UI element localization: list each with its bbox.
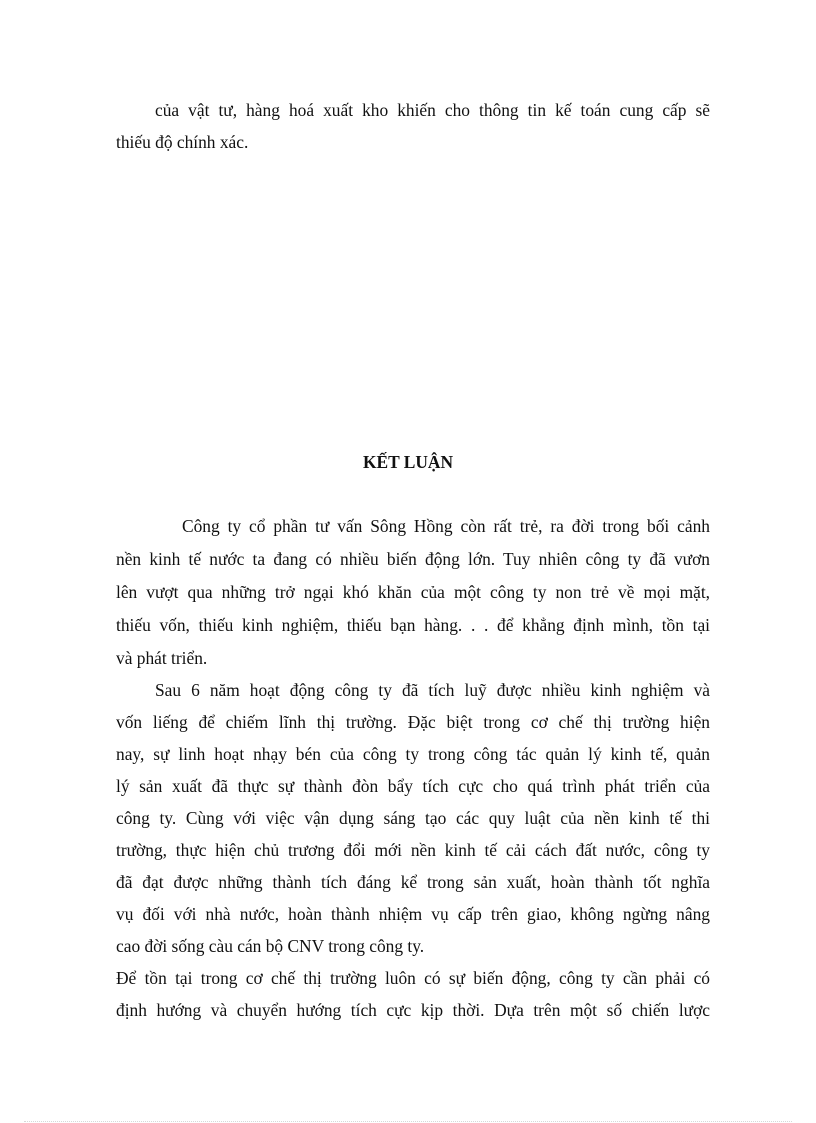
text-line: Công ty cổ phần tư vấn Sông Hồng còn rất trẻ, ra đời trong bối cảnh (182, 516, 710, 536)
text-line: lên vượt qua những trở ngại khó khăn của một công ty non trẻ về mọi mặt, (116, 582, 710, 602)
text-line: Sau 6 năm hoạt động công ty đã tích luỹ được nhiều kinh nghiệm và (155, 680, 710, 700)
text-line: cao đời sống càu cán bộ CNV trong công ty. (116, 936, 425, 956)
text-line: lý sản xuất đã thực sự thành đòn bẩy tích cực cho quá trình phát triển của (116, 776, 710, 796)
text-line: trường, thực hiện chủ trương đổi mới nền kinh tế cải cách đất nước, công ty (116, 840, 710, 860)
text-line: công ty. Cùng với việc vận dụng sáng tạo các quy luật của nền kinh tế thi (116, 808, 710, 828)
text-line: của vật tư, hàng hoá xuất kho khiến cho thông tin kế toán cung cấp sẽ (155, 100, 710, 120)
text-line: Để tồn tại trong cơ chế thị trường luôn có sự biến động, công ty cần phải có (116, 968, 710, 988)
text-line: đã đạt được những thành tích đáng kể trong sản xuất, hoàn thành tốt nghĩa (116, 872, 710, 892)
page-bottom-divider (24, 1121, 792, 1122)
text-line: thiếu độ chính xác. (116, 132, 249, 152)
text-line: và phát triển. (116, 648, 208, 668)
text-line: vốn liếng để chiếm lĩnh thị trường. Đặc biệt trong cơ chế thị trường hiện (116, 712, 710, 732)
text-line: nền kinh tế nước ta đang có nhiều biến động lớn. Tuy nhiên công ty đã vươn (116, 549, 710, 569)
text-line: thiếu vốn, thiếu kinh nghiệm, thiếu bạn hàng. . . để khẳng định mình, tồn tại (116, 615, 710, 635)
section-heading: KẾT LUẬN (362, 452, 454, 472)
text-line: định hướng và chuyển hướng tích cực kịp thời. Dựa trên một số chiến lược (116, 1000, 710, 1020)
text-line: vụ đối với nhà nước, hoàn thành nhiệm vụ cấp trên giao, không ngừng nâng (116, 904, 710, 924)
text-line: nay, sự linh hoạt nhạy bén của công ty trong công tác quản lý kinh tế, quản (116, 744, 710, 764)
